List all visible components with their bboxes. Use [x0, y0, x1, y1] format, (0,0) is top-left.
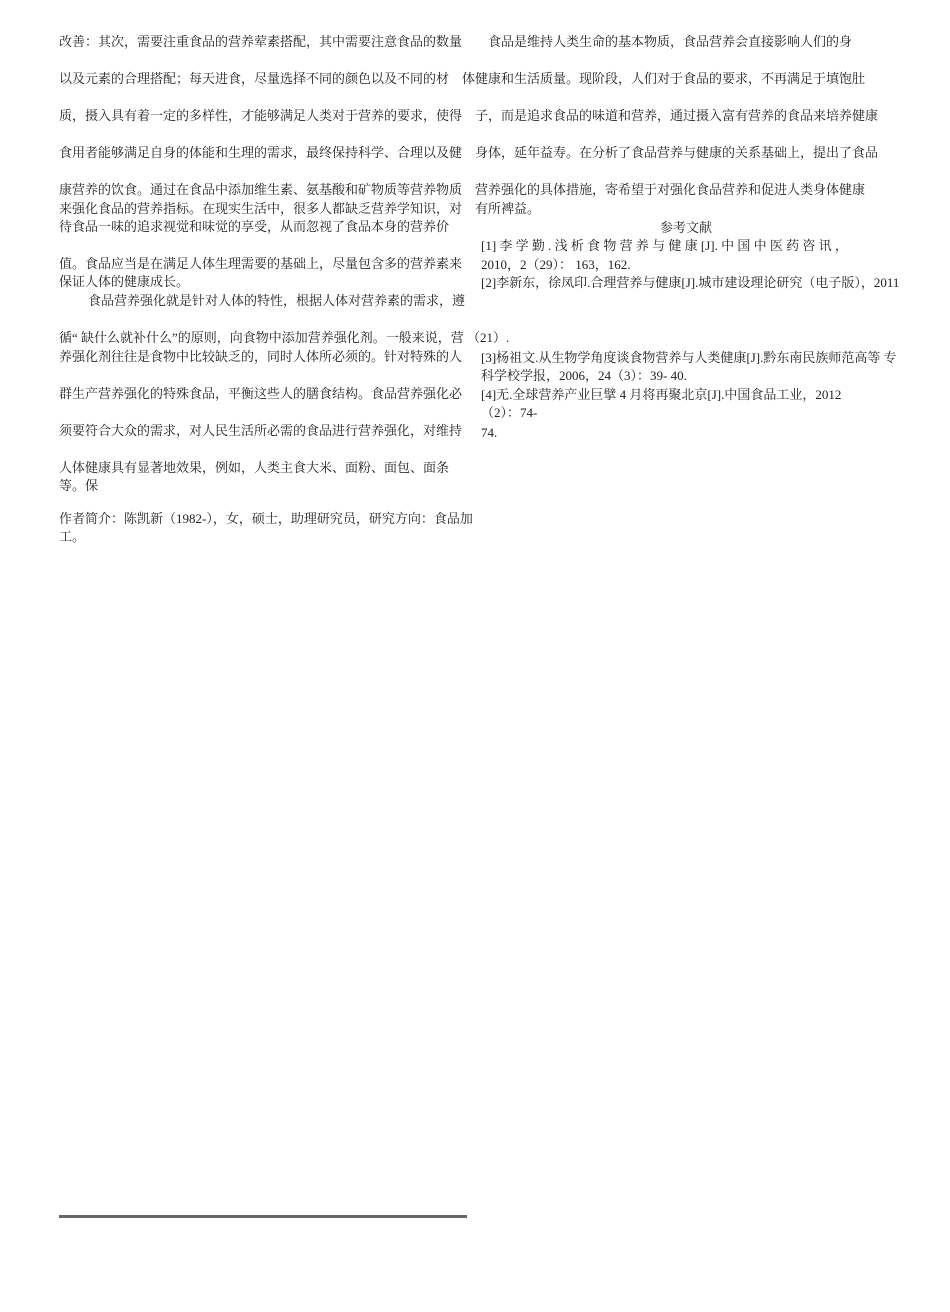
left-column-line: 循“ 缺什么就补什么”的原则，向食物中添加营养强化剂。一般来说，营 （21）. — [59, 330, 510, 345]
left-column-line: 值。食品应当是在满足人体生理需要的基础上，尽量包含多的营养素来 保证人体的健康成长。 — [59, 256, 463, 289]
reference-item: [4]无.全球营养产业巨擘 4 月将再聚北京[J].中国食品工业，2012（2）：74- — [481, 387, 842, 420]
left-column-line: 群生产营养强化的特殊食品，平衡这些人的膳食结构。食品营养强化必 — [59, 386, 463, 401]
left-column-line: 须要符合大众的需求，对人民生活所必需的食品进行营养强化，对维持 — [59, 423, 463, 438]
reference-item: 2010，2（29）： 163，162. — [481, 257, 631, 272]
reference-item: 74. — [481, 425, 498, 440]
reference-item: [3]杨祖文.从生物学角度谈食物营养与人类健康[J].黔东南民族师范高等 专科学校学报，2006，24（3）：39- 40. — [481, 350, 897, 383]
left-column-line: 养强化剂往往是食物中比较缺乏的，同时人体所必须的。针对特殊的人 — [59, 349, 463, 364]
left-column-line: 人体健康具有显著地效果，例如，人类主食大米、面粉、面包、面条等。保 — [59, 460, 450, 493]
body-text-line: 以及元素的合理搭配；每天进食，尽量选择不同的颜色以及不同的材 体健康和生活质量。现阶段，人们对于食品的要求，不再满足于填饱肚 — [59, 71, 866, 86]
left-column-line: 食品营养强化就是针对人体的特性，根据人体对营养素的需求，遵 — [88, 293, 466, 308]
left-column-line: 待食品一味的追求视觉和味觉的享受，从而忽视了食品本身的营养价 — [59, 219, 450, 234]
author-note: 作者简介：陈凯新（1982-），女，硕士，助理研究员，研究方向：食品加工。 — [59, 511, 473, 544]
reference-item: [2]李新东，徐凤印.合理营养与健康[J].城市建设理论研究（电子版），2011 — [481, 275, 900, 290]
body-text-line: 康营养的饮食。通过在食品中添加维生素、氨基酸和矿物质等营养物质 营养强化的具体措施，寄希望于对强化食品营养和促进人类身体健康 — [59, 182, 866, 197]
body-text-line: 改善：其次，需要注重食品的营养荤素搭配，其中需要注意食品的数量 食品是维持人类生命的基本物质，食品营养会直接影响人们的身 — [59, 34, 853, 49]
body-text-line: 来强化食品的营养指标。在现实生活中，很多人都缺乏营养学知识，对 有所裨益。 — [59, 201, 541, 216]
body-text-line: 食用者能够满足自身的体能和生理的需求，最终保持科学、合理以及健 身体，延年益寿。在分析了食品营养与健康的关系基础上，提出了食品 — [59, 145, 879, 160]
body-text-line: 质，摄入具有着一定的多样性，才能够满足人类对于营养的要求，使得 子，而是追求食品的味道和营养，通过摄入富有营养的食品来培养健康 — [59, 108, 879, 123]
reference-item: [1] 李 学 勤 . 浅 析 食 物 营 养 与 健 康 [J]. 中 国 中 医 药 咨 讯 ， — [481, 238, 848, 253]
references-title: 参考文献 — [659, 220, 712, 235]
footnote-separator — [59, 1215, 467, 1218]
